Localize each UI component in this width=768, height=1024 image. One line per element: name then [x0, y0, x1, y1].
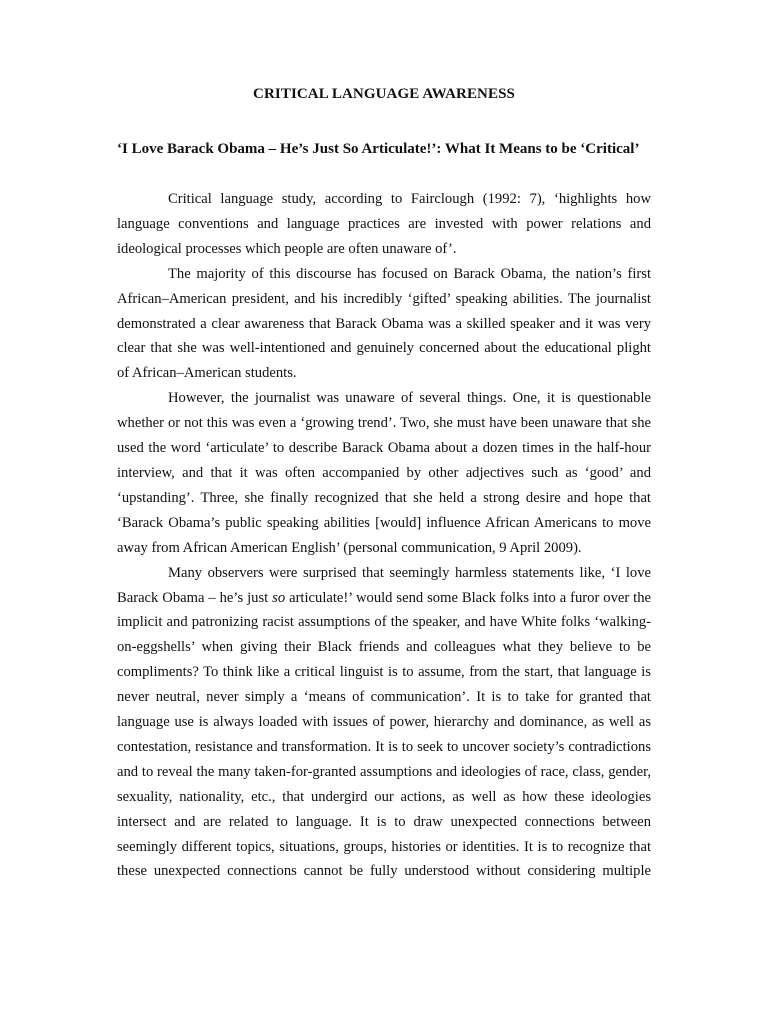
paragraph-3: However, the journalist was unaware of several things. One, it is questionable whether or not this was even a ‘growing trend’. Two, she must have been unaware that she used the word ‘articulate’ to describe Barack Obama about a dozen times in the half-hour interview, and that it was often accompanied by other adjectives such as ‘good’ and ‘upstanding’. Three, she finally recognized that she held a strong desire and hope that ‘Barack Obama’s public speaking abilities [would] influence African Americans to move away from African American English’ (personal communication, 9 April 2009). [117, 390, 651, 556]
paragraph-4 [117, 561, 651, 885]
document-title: CRITICAL LANGUAGE AWARENESS [253, 86, 515, 102]
paragraph-4-text-start: Many observers were surprised that seemingly harmless statements like, ‘I love Barack Obama – he’s just [117, 564, 651, 606]
paragraph-4-emphasis: so [272, 589, 286, 606]
body-text [117, 187, 651, 884]
paragraph-4-text-end: articulate!’ would send some Black folks into a furor over the implicit and patronizing racist assumptions of the speaker, and have White folks ‘walking-on-eggshells’ when giving their Black friends and colleagues what they believe to be compliments? To think like a critical linguist is to assume, from the start, that language is never neutral, never simply a ‘means of communication’. It is to take for granted that language use is always loaded with issues of power, hierarchy and dominance, as well as contestation, resistance and transformation. It is to seek to uncover society’s contradictions and to reveal the many taken-for-granted assumptions and ideologies of race, class, gender, sexuality, nationality, etc., that undergird our actions, as well as how these ideologies intersect and are related to language. It is to draw unexpected connections between seemingly different topics, situations, groups, histories or identities. It is to recognize that these unexpected connections cannot be fully understood without considering multiple [117, 589, 651, 880]
paragraph-2: The majority of this discourse has focused on Barack Obama, the nation’s first African–American president, and his incredibly ‘gifted’ speaking abilities. The journalist demonstrated a clear awareness that Barack Obama was a skilled speaker and it was very clear that she was well-intentioned and genuinely concerned about the educational plight of African–American students. [117, 265, 651, 382]
section-heading: ‘I Love Barack Obama – He’s Just So Articulate!’: What It Means to be ‘Critical’ [117, 141, 640, 157]
paragraph-1: Critical language study, according to Fairclough (1992: 7), ‘highlights how language conventions and language practices are invested with power relations and ideological processes which people are often unaware of’. [117, 191, 651, 257]
